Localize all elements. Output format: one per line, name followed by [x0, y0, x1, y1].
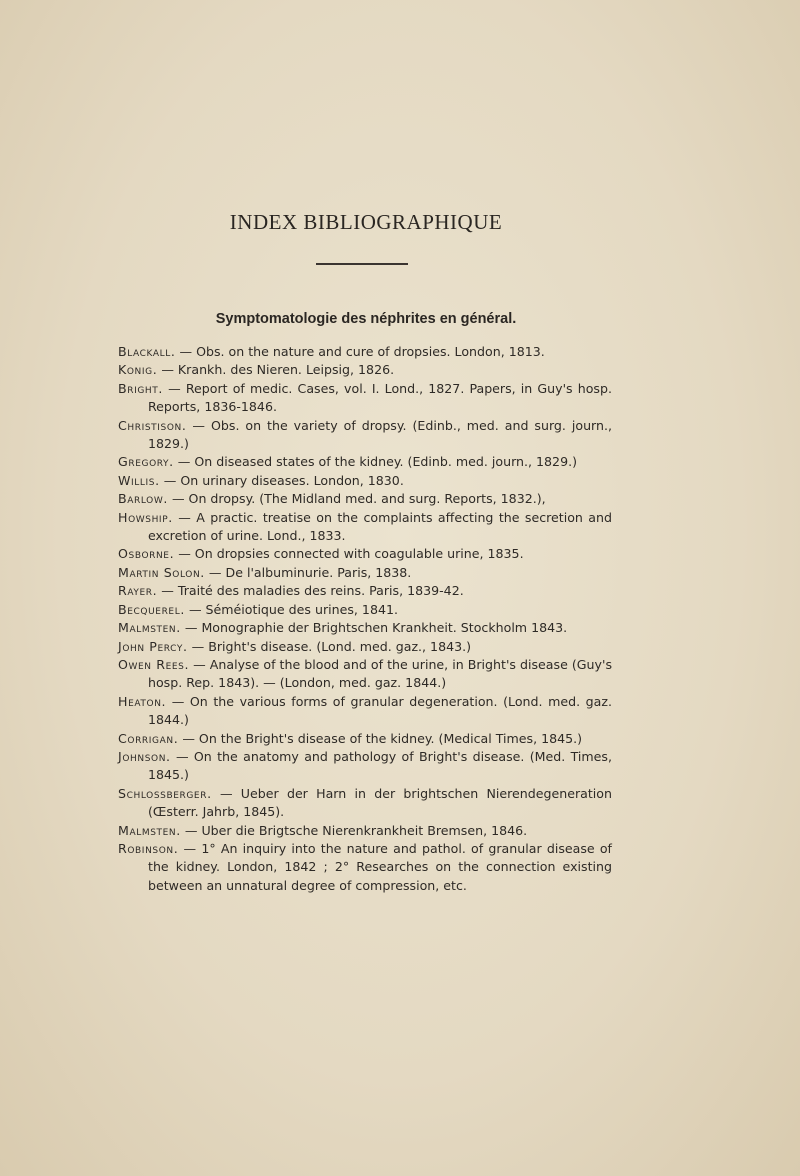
entry-text: — Bright's disease. (Lond. med. gaz., 1843.) — [187, 638, 472, 654]
entry-author: Owen Rees. — [118, 656, 190, 672]
title-divider — [316, 263, 408, 265]
entry-text: — Traité des maladies des reins. Paris, 1839-42. — [157, 583, 464, 599]
entry-author: Martin Solon. — [118, 564, 205, 580]
entry-text: — Analyse of the blood and of the urine, in Bright's disease (Guy's hosp. Rep. 1843). — (London, med. gaz. 1844.) — [148, 656, 613, 691]
bibliography-entry — [118, 840, 612, 895]
entry-text: — Monographie der Brightschen Krankheit. Stockholm 1843. — [180, 620, 568, 636]
bibliography-entry — [118, 638, 612, 656]
entry-author: Konig. — [118, 362, 158, 378]
entry-author: Heaton. — [118, 693, 167, 709]
bibliography-entry — [118, 730, 612, 748]
bibliography-entry — [118, 380, 612, 417]
bibliography-entry — [118, 472, 612, 490]
bibliography-entry — [118, 785, 612, 822]
entry-text: — On dropsies connected with coagulable urine, 1835. — [174, 546, 524, 562]
entry-text: — Krankh. des Nieren. Leipsig, 1826. — [157, 362, 395, 378]
entry-text: — On the anatomy and pathology of Bright's disease. (Med. Times, 1845.) — [148, 748, 612, 783]
entry-author: Johnson. — [118, 748, 171, 764]
bibliography-entry — [118, 656, 612, 693]
bibliography-entry — [118, 545, 612, 563]
entry-text: — A practic. treatise on the complaints affecting the secretion and excretion of urine. Lond., 1833. — [148, 509, 612, 544]
entry-author: Schlossberger. — [118, 785, 212, 801]
entry-text: — On the Bright's disease of the kidney. (Medical Times, 1845.) — [178, 730, 583, 746]
entry-text: — Obs. on the variety of dropsy. (Edinb., med. and surg. journ., 1829.) — [148, 417, 612, 452]
bibliography-entry — [118, 601, 612, 619]
bibliography-entry — [118, 582, 612, 600]
bibliography-entry — [118, 490, 612, 508]
entry-text: — Ueber der Harn in der brightschen Nierendegeneration (Œsterr. Jahrb, 1845). — [148, 785, 612, 820]
entry-author: Blackall. — [118, 344, 176, 359]
entry-text: — On dropsy. (The Midland med. and surg. Reports, 1832.), — [167, 491, 546, 507]
bibliography-entry — [118, 619, 612, 637]
entry-author: Osborne. — [118, 546, 175, 562]
entry-author: Barlow. — [118, 491, 168, 507]
entry-text: — On the various forms of granular degeneration. (Lond. med. gaz. 1844.) — [148, 693, 612, 728]
bibliography-entry — [118, 693, 612, 730]
entry-author: Becquerel. — [118, 601, 185, 617]
entry-text: — On urinary diseases. London, 1830. — [159, 472, 404, 488]
entry-author: Gregory. — [118, 454, 174, 470]
entry-text: — 1° An inquiry into the nature and pathol. of granular disease of the kidney. London, 1842 ; 2° Researches on the connection existing between an unnatural degree of compression, etc. — [148, 840, 612, 893]
bibliography-entry — [118, 748, 612, 785]
bibliography-entry — [118, 343, 612, 361]
bibliography-entry — [118, 361, 612, 379]
entry-author: Rayer. — [118, 583, 158, 599]
bibliography-entry — [118, 509, 612, 546]
entry-text: — De l'albuminurie. Paris, 1838. — [204, 564, 412, 580]
entry-author: Howship. — [118, 509, 173, 525]
entry-text: — On diseased states of the kidney. (Edinb. med. journ., 1829.) — [173, 454, 577, 470]
entry-author: John Percy. — [118, 638, 188, 654]
entry-author: Malmsten. — [118, 822, 181, 838]
bibliography-entry — [118, 822, 612, 840]
bibliography-entry — [118, 417, 612, 454]
entry-author: Bright. — [118, 380, 163, 396]
page-title: INDEX BIBLIOGRAPHIQUE — [229, 210, 503, 234]
bibliography-entry — [118, 453, 612, 471]
section-title: Symptomatologie des néphrites en général. — [215, 311, 517, 327]
entry-text: — Report of medic. Cases, vol. I. Lond., 1827. Papers, in Guy's hosp. Reports, 1836-1846. — [148, 380, 612, 415]
entry-author: Malmsten. — [118, 620, 181, 636]
entry-author: Corrigan. — [118, 730, 179, 746]
bibliography-entry — [118, 564, 612, 582]
entry-author: Christison. — [118, 417, 187, 433]
entry-author: Robinson. — [118, 840, 179, 856]
entry-author: Willis. — [118, 472, 160, 488]
entry-text: — Séméiotique des urines, 1841. — [184, 601, 398, 617]
entry-text: — Obs. on the nature and cure of dropsies. London, 1813. — [175, 344, 545, 359]
entry-text: — Uber die Brigtsche Nierenkrankheit Bremsen, 1846. — [180, 822, 528, 838]
bibliography-list — [118, 343, 612, 895]
